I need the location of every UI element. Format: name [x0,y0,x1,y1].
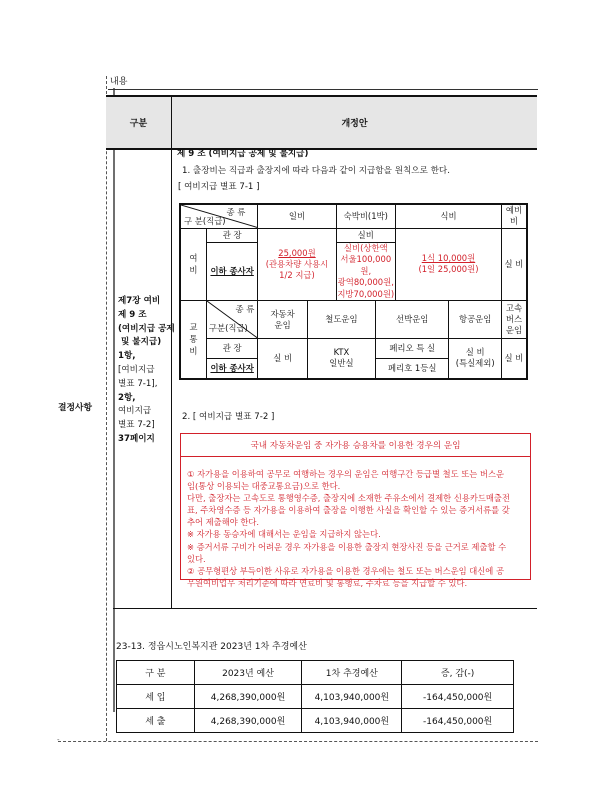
rule-line: 무원여비업무 처리기준에 따라 연료비 및 통행료, 주차료 등을 지급할 수 있다. [187,577,468,588]
budget-cell: 세 출 [117,709,195,733]
col-header-sikbi: 식비 [396,204,502,228]
budget-table [116,660,514,733]
col-header-sukbak: 숙박비(1박) [336,204,395,228]
col-header-ship: 선박운임 [376,301,449,339]
sukbak-top: 실비 [336,228,395,242]
budget-row-expense [117,709,514,733]
ref-line: 별표 7-1], [118,378,158,389]
table2-caption: 2. [ 여비지급 별표 7-2 ] [182,412,275,422]
budget-header: 1차 추경예산 [302,661,402,685]
rail-value: KTX 일반실 [307,339,375,379]
budget-header: 구 분 [117,661,195,685]
yebi-value: 실 비 [501,228,527,301]
footer-mark: - [57,736,60,744]
table1-caption: [ 여비지급 별표 7-1 ] [178,182,260,192]
sikbi-value: 1식 10,000원 (1일 25,000원) [396,228,502,301]
rule-line: 추어 제출해야 한다. [187,517,260,528]
travel-expense-table [179,203,528,380]
ref-line: 2항, [118,392,136,403]
private-car-fare-box [180,433,531,588]
ref-line: 37페이지 [118,433,155,444]
ref-line: 제7장 여비 [118,296,161,306]
col-header-yebi: 예비비 [501,204,527,228]
rule-line: 표, 주차영수증 등 자가용을 이용하여 출장을 이행한 사실을 확인할 수 있는 증거서류를 갖 [187,505,510,516]
ref-line: 별표 7-2] [118,420,155,431]
body-bottom-rule [113,608,537,609]
col-header-bus: 고속 버스 운임 [501,301,527,339]
budget-cell: 4,103,940,000원 [302,709,402,733]
budget-header: 증, 감(-) [402,661,514,685]
header-row [106,95,537,150]
ref-line: (여비지급 공제 [118,323,175,334]
col-header-ilbi: 일비 [258,204,336,228]
ilbi-value: 25,000원 (관용차량 사용시 1/2 지급) [258,228,336,301]
decision-label: 결정사항 [58,403,92,413]
budget-cell: 4,268,390,000원 [194,709,302,733]
private-car-fare-title: 국내 자동차운임 중 자가용 승용차를 이용한 경우의 운임 [181,434,530,457]
header-col-category: 구분 [129,119,148,129]
ship-bottom-value: 페리호 1등실 [376,359,449,379]
rule-line: ※ 자가용 동승자에 대해서는 운임을 지급하지 않는다. [187,529,381,540]
rule-line: 다만, 출장자는 고속도로 통행영수증, 출장지에 소재한 주유소에서 결제한 신용카드매출전 [187,493,510,504]
diag-bottom-label: 구 분(직급) [184,215,226,226]
rule-line: ② 공무형편상 부득이한 사유로 자가용을 이용한 경우에는 철도 또는 버스운임 대신에 공 [187,565,504,576]
frame-left-line [106,76,107,741]
sukbak-value: 실비(상한액 서울100,000원, 광역80,000원, 지방70,000원) [337,242,395,299]
budget-row-revenue [117,685,514,709]
car-value: 실 비 [258,339,307,379]
ref-line: 및 불지급) [118,337,162,348]
budget-cell: 4,103,940,000원 [302,685,402,709]
diag2-bottom-label: 구분(직급) [208,323,248,334]
bus-value: 실 비 [501,339,527,379]
budget-title: 23-13. 정읍시노인복지관 2023년 1차 추경예산 [116,642,307,652]
section-label: 내용 [110,77,128,87]
row-label-gwanjang-2: 관 장 [206,339,257,359]
budget-cell: 4,268,390,000원 [194,685,302,709]
header-col-revision: 개정안 [341,119,368,129]
ref-line: 1항, [118,351,136,362]
section-underline [108,89,538,90]
col-header-air: 항공운임 [449,301,502,339]
row-label-gwanjang: 관 장 [206,228,257,242]
article-title: 제 9 조 (여비지급 공제 및 불지급) [177,149,309,159]
diag-top-label: 종 류 [226,207,246,217]
budget-cell: 세 입 [117,685,195,709]
rule-line: ※ 증거서류 구비가 어려운 경우 자가용을 이용한 출장지 현장사진 등을 근거로 제출할 수 [187,541,507,552]
ship-top-value: 페리오 특 실 [376,339,449,359]
ref-line: [여비지급 [118,364,155,375]
rule-line: ① 자가용을 이용하여 공무로 여행하는 경우의 운임은 여행구간 등급별 철도 또는 버스운 [187,469,504,479]
air-value: 실 비 (특실제외) [449,339,502,379]
budget-header: 2023년 예산 [194,661,302,685]
article-para1: 1. 출장비는 직급과 출장지에 따라 다음과 같이 지급함을 원칙으로 한다. [182,166,450,176]
rule-line: 있다. [187,553,206,564]
group-label-yeobi: 여 비 [180,228,206,301]
row-label-iha-2: 이하 종사자 [206,359,257,379]
frame-bottom-line [58,741,538,742]
group-label-transport: 교 통 비 [180,301,206,379]
col-header-car: 자동차 운임 [258,301,307,339]
budget-cell: -164,450,000원 [402,685,514,709]
diagonal-header-cell-2 [206,301,257,339]
col-header-rail: 철도운임 [307,301,375,339]
row-label-iha: 이하 종사자 [206,242,257,301]
diag2-top-label: 종 류 [235,304,255,314]
budget-cell: -164,450,000원 [402,709,514,733]
private-car-fare-body [187,468,524,589]
ref-line: 제 9 조 [118,309,147,320]
reference-column [118,295,175,447]
rule-line: 임(통상 이용되는 대중교통요금)으로 한다. [187,481,341,492]
ref-line: 여비지급 [118,406,152,417]
frame-left-bar [113,88,115,712]
diagonal-header-cell [180,204,258,228]
